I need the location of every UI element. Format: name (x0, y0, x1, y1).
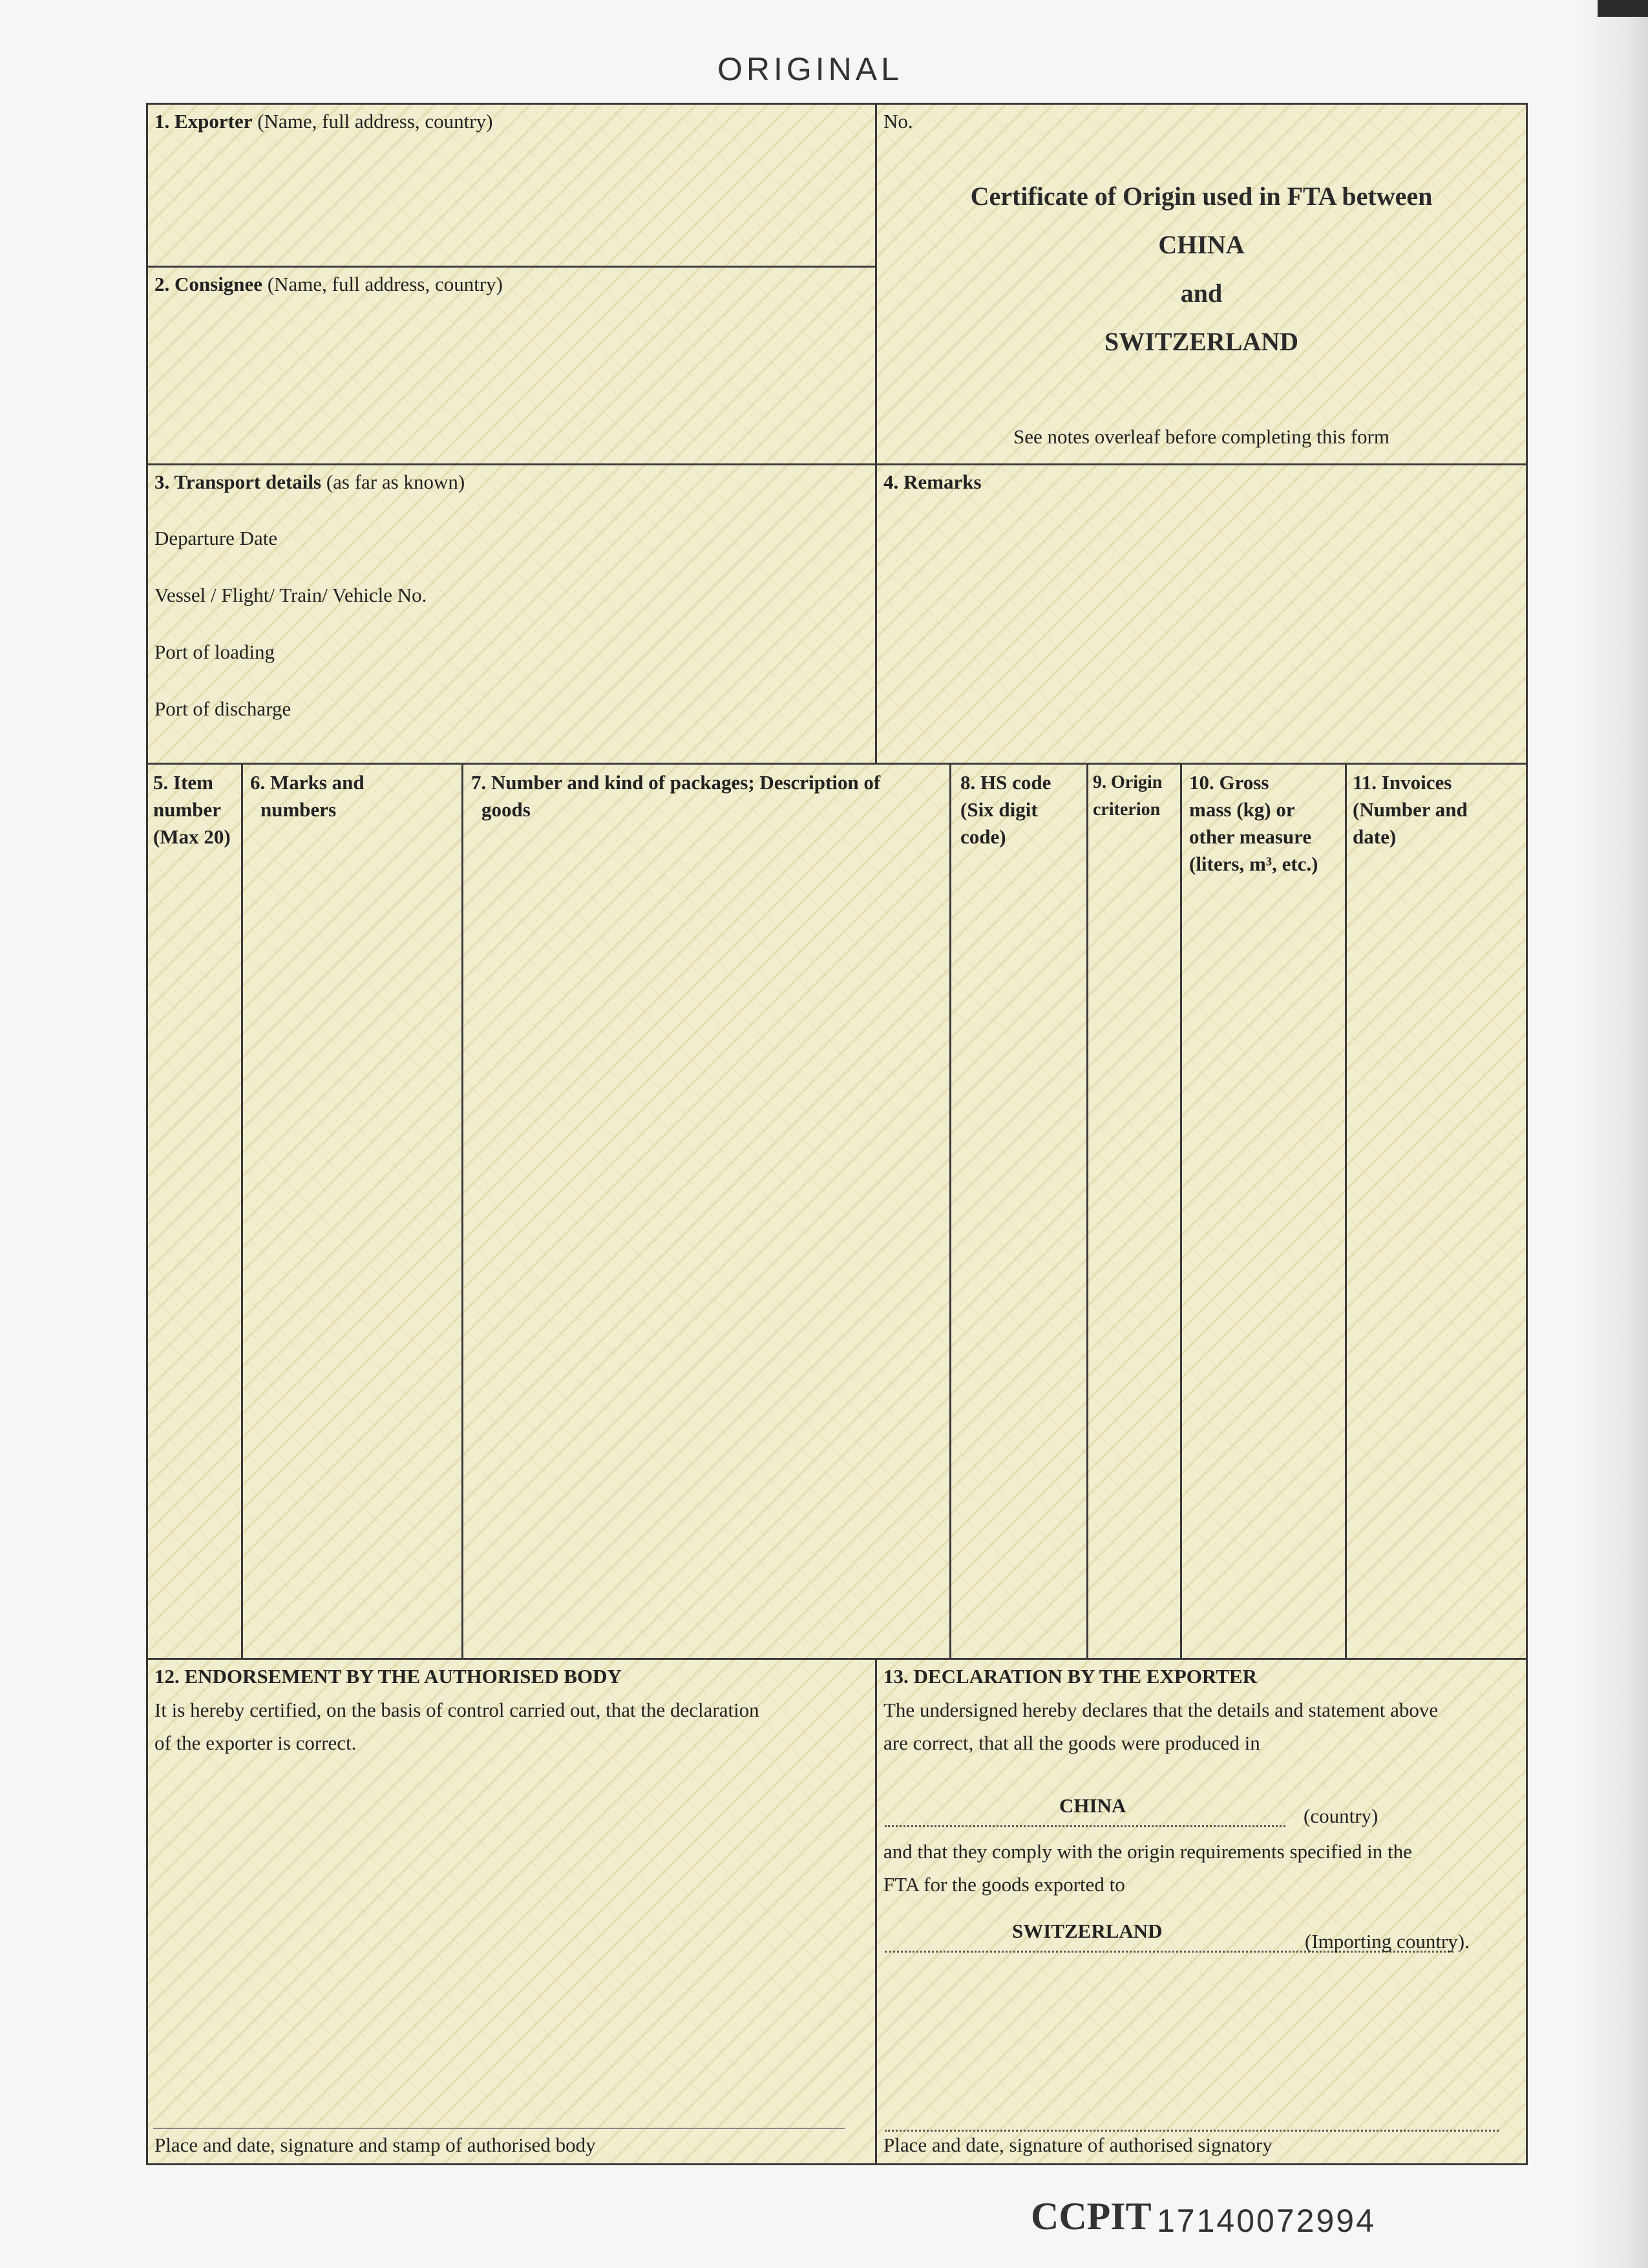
box12-text-line1: It is hereby certified, on the basis of control carried out, that the declaration (154, 1699, 759, 1721)
rule-center-bottom (875, 1658, 877, 2163)
box2-note: (Name, full address, country) (267, 273, 503, 295)
col6-header: 6. Marks and numbers (250, 771, 364, 821)
box12-signature-line (153, 2128, 845, 2129)
box2-consignee-label (154, 271, 503, 297)
production-country: CHINA (1059, 1794, 1126, 1817)
page-title: ORIGINAL (717, 51, 903, 87)
page-edge-shadow (1577, 0, 1648, 2268)
ccpit-logo-text: CCPIT (1031, 2195, 1152, 2238)
rule-col10 (1345, 763, 1347, 1658)
certificate-title-and: and (1180, 279, 1223, 308)
col8-header: 8. HS code (Six digit code) (960, 771, 1051, 848)
vessel-label: Vessel / Flight/ Train/ Vehicle No. (154, 584, 427, 606)
importing-suffix: (Importing country). (1305, 1930, 1470, 1953)
box1-number: 1. Exporter (154, 110, 253, 132)
box3-note: (as far as known) (326, 471, 465, 493)
box13-signature-line (885, 2130, 1499, 2132)
certificate-title-country1: CHINA (1158, 230, 1245, 259)
rule-goods-bottom (148, 1658, 1526, 1660)
box13-text-line3: and that they comply with the origin requirements specified in the (883, 1840, 1412, 1863)
box13-text-line4: FTA for the goods exported to (883, 1873, 1125, 1896)
rule-col7 (949, 763, 951, 1658)
rule-box1-bottom (148, 266, 875, 268)
rule-transport-bottom (148, 763, 1526, 765)
departure-date-label: Departure Date (154, 527, 278, 549)
col11-header: 11. Invoices (Number and date) (1353, 771, 1468, 848)
scanner-edge (1598, 0, 1648, 17)
box13-footer: Place and date, signature of authorised signatory (883, 2134, 1273, 2156)
box13-text-line1: The undersigned hereby declares that the details and statement above (883, 1699, 1439, 1721)
rule-col8 (1086, 763, 1088, 1658)
certificate-form (146, 103, 1528, 2165)
col7-header: 7. Number and kind of packages; Description of goods (471, 771, 881, 821)
port-of-discharge-label: Port of discharge (154, 697, 291, 720)
box4-remarks-label: 4. Remarks (883, 471, 982, 493)
rule-col5 (241, 763, 243, 1658)
box13-title: 13. DECLARATION BY THE EXPORTER (883, 1665, 1257, 1688)
rule-col6 (461, 763, 463, 1658)
port-of-loading-label: Port of loading (154, 641, 275, 663)
box3-number: 3. Transport details (154, 471, 322, 493)
box13-text-line2: are correct, that all the goods were produced in (883, 1732, 1260, 1754)
box12-text-line2: of the exporter is correct. (154, 1732, 357, 1754)
col5-header: 5. Item number (Max 20) (153, 771, 231, 848)
box2-number: 2. Consignee (154, 273, 263, 295)
box1-note: (Name, full address, country) (257, 110, 493, 132)
col10-header: 10. Gross mass (kg) or other measure (liters, m³, etc.) (1189, 771, 1318, 875)
certificate-title-line1: Certificate of Origin used in FTA between (970, 182, 1433, 211)
rule-center-top (875, 105, 877, 763)
rule-top-section-bottom (148, 463, 1526, 465)
country-dotted-line (885, 1825, 1285, 1827)
certificate-title-country2: SWITZERLAND (1104, 327, 1299, 356)
certificate-notes: See notes overleaf before completing this form (1013, 425, 1389, 448)
box3-transport-label (154, 469, 465, 495)
country-suffix: (country) (1304, 1805, 1379, 1827)
serial-number: 17140072994 (1157, 2203, 1376, 2239)
box12-footer: Place and date, signature and stamp of authorised body (154, 2134, 596, 2156)
certificate-number-label: No. (883, 110, 913, 132)
box1-exporter-label (154, 109, 492, 134)
box12-title: 12. ENDORSEMENT BY THE AUTHORISED BODY (154, 1665, 622, 1688)
col9-header: 9. Origin criterion (1093, 772, 1163, 820)
importing-country: SWITZERLAND (1012, 1920, 1163, 1942)
rule-col9 (1180, 763, 1182, 1658)
